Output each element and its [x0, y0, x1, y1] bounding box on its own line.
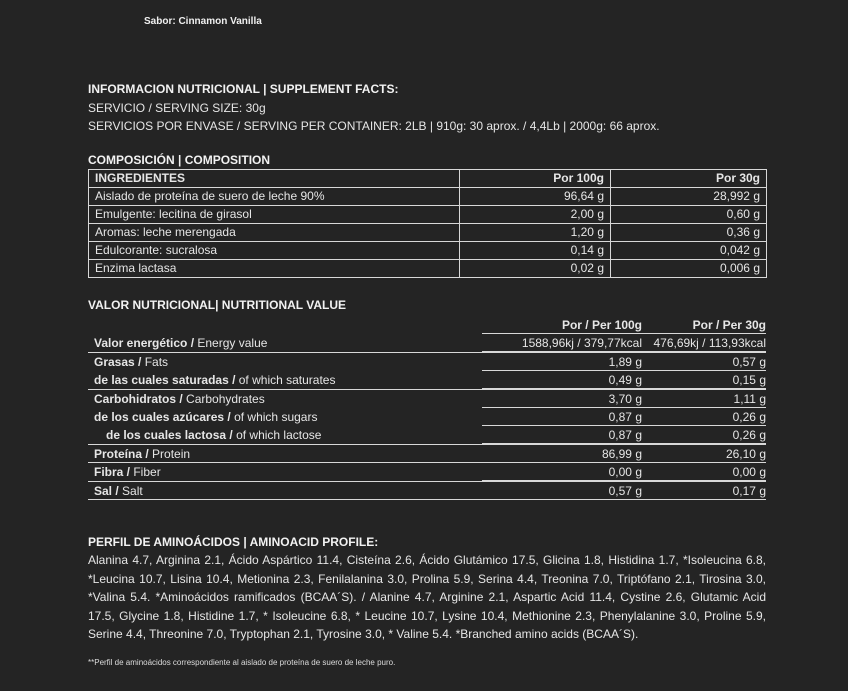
servings-per-container: SERVICIOS POR ENVASE / SERVING PER CONTAINER: 2LB | 910g: 30 aprox. / 4,4Lb | 2000g: 66 aprox. — [88, 119, 660, 133]
row-label-es: de los cuales lactosa / — [106, 428, 233, 443]
table-row — [88, 390, 766, 408]
table-row — [88, 426, 766, 444]
value-per-100g: 1588,96kj / 379,77kcal — [482, 336, 642, 352]
ingredient-name: Aislado de proteína de suero de leche 90% — [89, 188, 460, 206]
value-per-100g: 0,87 g — [482, 410, 642, 426]
row-label-es: Valor energético / — [94, 336, 195, 351]
ingredient-name: Aromas: leche merengada — [89, 224, 460, 242]
value-per-100g: 1,89 g — [482, 355, 642, 371]
header-per-100g: Por 100g — [460, 170, 611, 188]
row-divider — [88, 499, 766, 500]
value-per-100g: 0,49 g — [482, 373, 642, 389]
ingredient-name: Emulgente: lecitina de girasol — [89, 206, 460, 224]
table-row — [89, 188, 767, 206]
table-row — [88, 353, 766, 371]
ingredient-per-100g: 2,00 g — [460, 206, 611, 224]
header-per-30g: Por / Per 30g — [606, 318, 766, 334]
table-row — [89, 242, 767, 260]
value-per-30g: 26,10 g — [606, 447, 766, 463]
composition-title: COMPOSICIÓN | COMPOSITION — [88, 153, 271, 167]
nutrition-table — [88, 316, 766, 500]
header-per-100g: Por / Per 100g — [482, 318, 642, 334]
value-per-30g: 0,57 g — [606, 355, 766, 371]
aminoacid-title: PERFIL DE AMINOÁCIDOS | AMINOACID PROFILE: — [88, 535, 379, 549]
aminoacid-profile-text: Alanina 4.7, Arginina 2.1, Ácido Aspártico 11.4, Cisteína 2.6, Ácido Glutámico 17.5, Glicina 1.8, Histidina 1.7, *Isoleucina 6.8, *Leucina 10.7, Lisina 10.4, Metionina 2.3, Fenilalanina 3.0, Prolina 5.9, Serina 4.4, Treonina 7.0, Triptófano 2.1, Tirosina 3.0, *Valina 5.4. *Aminoácidos ramificados (BCAA´S). / Alanine 4.7, Arginine 2.1, Aspartic Acid 11.4, Cystine 2.6, Glutamic Acid 17.5, Glycine 1.8, Histidine 1.7, * Isoleucine 6.8, * Leucine 10.7, Lysine 10.4, Methionine 2.3, Phenylalanine 3.0, Proline 5.9, Serine 4.4, Threonine 7.0, Tryptophan 2.1, Tyrosine 3.0, * Valine 5.4. *Branched amino acids (BCAA´S). — [88, 553, 766, 641]
row-label-en: Fiber — [130, 465, 161, 480]
composition-header-row — [89, 170, 767, 188]
ingredient-per-30g: 0,006 g — [611, 260, 767, 278]
flavor-label: Sabor: Cinnamon Vanilla — [144, 16, 262, 27]
value-per-100g: 3,70 g — [482, 392, 642, 408]
row-label-en: of which saturates — [235, 373, 336, 388]
value-per-30g: 0,15 g — [606, 373, 766, 389]
header-ingredients: INGREDIENTES — [89, 170, 460, 188]
row-label-en: Carbohydrates — [182, 391, 265, 406]
ingredient-per-30g: 0,60 g — [611, 206, 767, 224]
row-label-es: Carbohidratos / — [94, 391, 183, 406]
value-per-100g: 86,99 g — [482, 447, 642, 463]
nutrition-header-row — [88, 316, 766, 334]
row-label-es: de los cuales azúcares / — [94, 409, 231, 424]
table-row — [88, 482, 766, 500]
nutrition-title: VALOR NUTRICIONAL| NUTRITIONAL VALUE — [88, 298, 347, 312]
ingredient-per-100g: 1,20 g — [460, 224, 611, 242]
table-row — [89, 206, 767, 224]
supplement-facts-title: INFORMACION NUTRICIONAL | SUPPLEMENT FACTS: — [88, 82, 399, 96]
table-row — [88, 463, 766, 481]
table-row — [88, 408, 766, 426]
value-per-100g: 0,00 g — [482, 465, 642, 481]
row-label-es: Grasas / — [94, 354, 142, 369]
ingredient-name: Enzima lactasa — [89, 260, 460, 278]
value-per-30g: 0,17 g — [606, 484, 766, 500]
table-row — [88, 371, 766, 389]
ingredient-per-100g: 0,14 g — [460, 242, 611, 260]
value-per-100g: 0,87 g — [482, 428, 642, 444]
ingredient-name: Edulcorante: sucralosa — [89, 242, 460, 260]
table-row — [88, 334, 766, 352]
composition-table — [88, 169, 767, 278]
value-per-30g: 0,00 g — [606, 465, 766, 481]
ingredient-per-30g: 28,992 g — [611, 188, 767, 206]
table-row — [88, 445, 766, 463]
ingredient-per-30g: 0,36 g — [611, 224, 767, 242]
row-label-en: of which lactose — [232, 428, 322, 443]
row-label-en: Protein — [148, 446, 191, 461]
value-per-30g: 0,26 g — [606, 410, 766, 426]
row-label-es: Sal / — [94, 483, 119, 498]
value-per-30g: 0,26 g — [606, 428, 766, 444]
value-per-30g: 1,11 g — [606, 392, 766, 408]
row-label-en: Salt — [118, 483, 143, 498]
value-per-30g: 476,69kj / 113,93kcal — [606, 336, 766, 352]
row-label-en: of which sugars — [230, 409, 318, 424]
row-label-es: Proteína / — [94, 446, 149, 461]
table-row — [89, 260, 767, 278]
serving-size: SERVICIO / SERVING SIZE: 30g — [88, 101, 266, 115]
row-label-es: de las cuales saturadas / — [94, 373, 236, 388]
table-row — [89, 224, 767, 242]
row-label-es: Fibra / — [94, 465, 131, 480]
ingredient-per-100g: 96,64 g — [460, 188, 611, 206]
header-per-30g: Por 30g — [611, 170, 767, 188]
ingredient-per-100g: 0,02 g — [460, 260, 611, 278]
row-label-en: Fats — [141, 354, 169, 369]
ingredient-per-30g: 0,042 g — [611, 242, 767, 260]
value-per-100g: 0,57 g — [482, 484, 642, 500]
row-label-en: Energy value — [194, 336, 268, 351]
aminoacid-footnote: **Perfil de aminoácidos correspondiente al aislado de proteína de suero de leche puro. — [88, 658, 396, 667]
